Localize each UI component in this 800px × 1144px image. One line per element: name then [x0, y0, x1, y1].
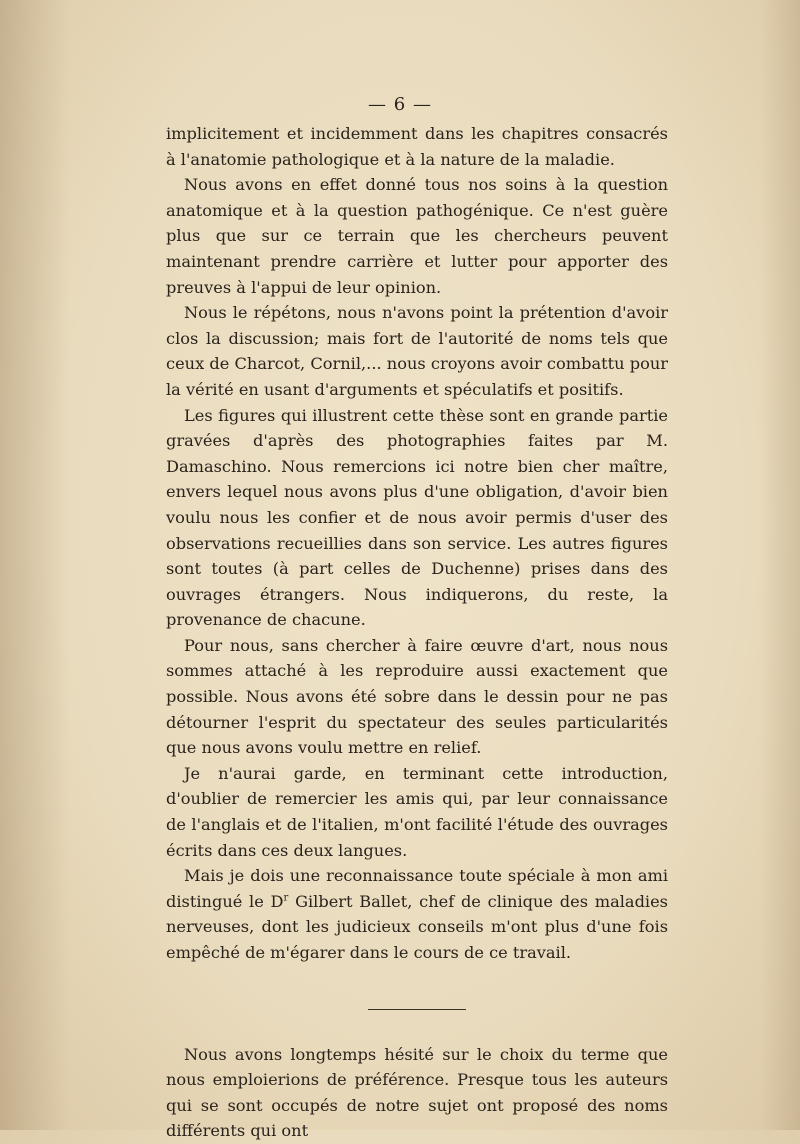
paragraph-5: Pour nous, sans chercher à faire œuvre d'art, nous nous sommes attaché à les reproduire aussi exactement que possible. Nous avons été sobre dans le dessin pour ne pas détourner l'esprit du spectateur des seules particularités que nous avons voulu mettre en relief. — [166, 635, 668, 758]
paragraph-2: Nous avons en effet donné tous nos soins à la question anatomique et à la question pathogénique. Ce n'est guère plus que sur ce terrain que les chercheurs peuvent maintenant prendre carrière et lutter pour apporter des preuves à l'appui de leur opinion. — [166, 175, 668, 297]
page-edge-shadow-right — [760, 0, 800, 1130]
page-number: — 6 — — [368, 94, 432, 115]
paragraph-3: Nous le répétons, nous n'avons point la prétention d'avoir clos la discussion; mais fort de l'autorité de noms tels que ceux de Charcot, Cornil,... nous croyons avoir combattu pour la vérité en usant d'arguments et spéculatifs et positifs. — [166, 303, 668, 399]
paragraph-7-start: Mais je dois une reconnaissance toute spéciale à mon ami distingué le D — [166, 866, 668, 911]
paragraph-8: Nous avons longtemps hésité sur le choix du terme que nous emploierions de préférence. Presque tous les auteurs qui se sont occupés de notre sujet ont proposé des noms différents qui ont — [166, 1044, 668, 1141]
section-divider — [368, 1009, 466, 1010]
doctor-abbrev-sup: r — [283, 892, 289, 904]
paragraph-1: implicitement et incidemment dans les chapitres consacrés à l'anatomie pathologique et à la nature de la maladie. — [166, 124, 668, 169]
paragraph-6: Je n'aurai garde, en terminant cette introduction, d'oublier de remercier les amis qui, par leur connaissance de l'anglais et de l'italien, m'ont facilité l'étude des ouvrages écrits dans ces deux langues. — [166, 763, 668, 860]
paragraph-4: Les figures qui illustrent cette thèse sont en grande partie gravées d'après des photographies faites par M. Damaschino. Nous remercions ici notre bien cher maître, envers lequel nous avons plus d'une obligation, d'avoir bien voulu nous les confier et de nous avoir permis d'user des observations recueillies dans son service. Les autres figures sont toutes (à part celles de Duchenne) prises dans des ouvrages étrangers. Nous indiquerons, du reste, la provenance de chacune. — [166, 405, 668, 630]
body-text — [166, 121, 668, 1144]
paragraph-7-end: Gilbert Ballet, chef de clinique des maladies nerveuses, dont les judicieux conseils m'ont plus d'une fois empêché de m'égarer dans le cours de ce travail. — [166, 891, 668, 962]
page-edge-shadow-left — [0, 0, 70, 1130]
paragraph-7 — [166, 863, 668, 965]
